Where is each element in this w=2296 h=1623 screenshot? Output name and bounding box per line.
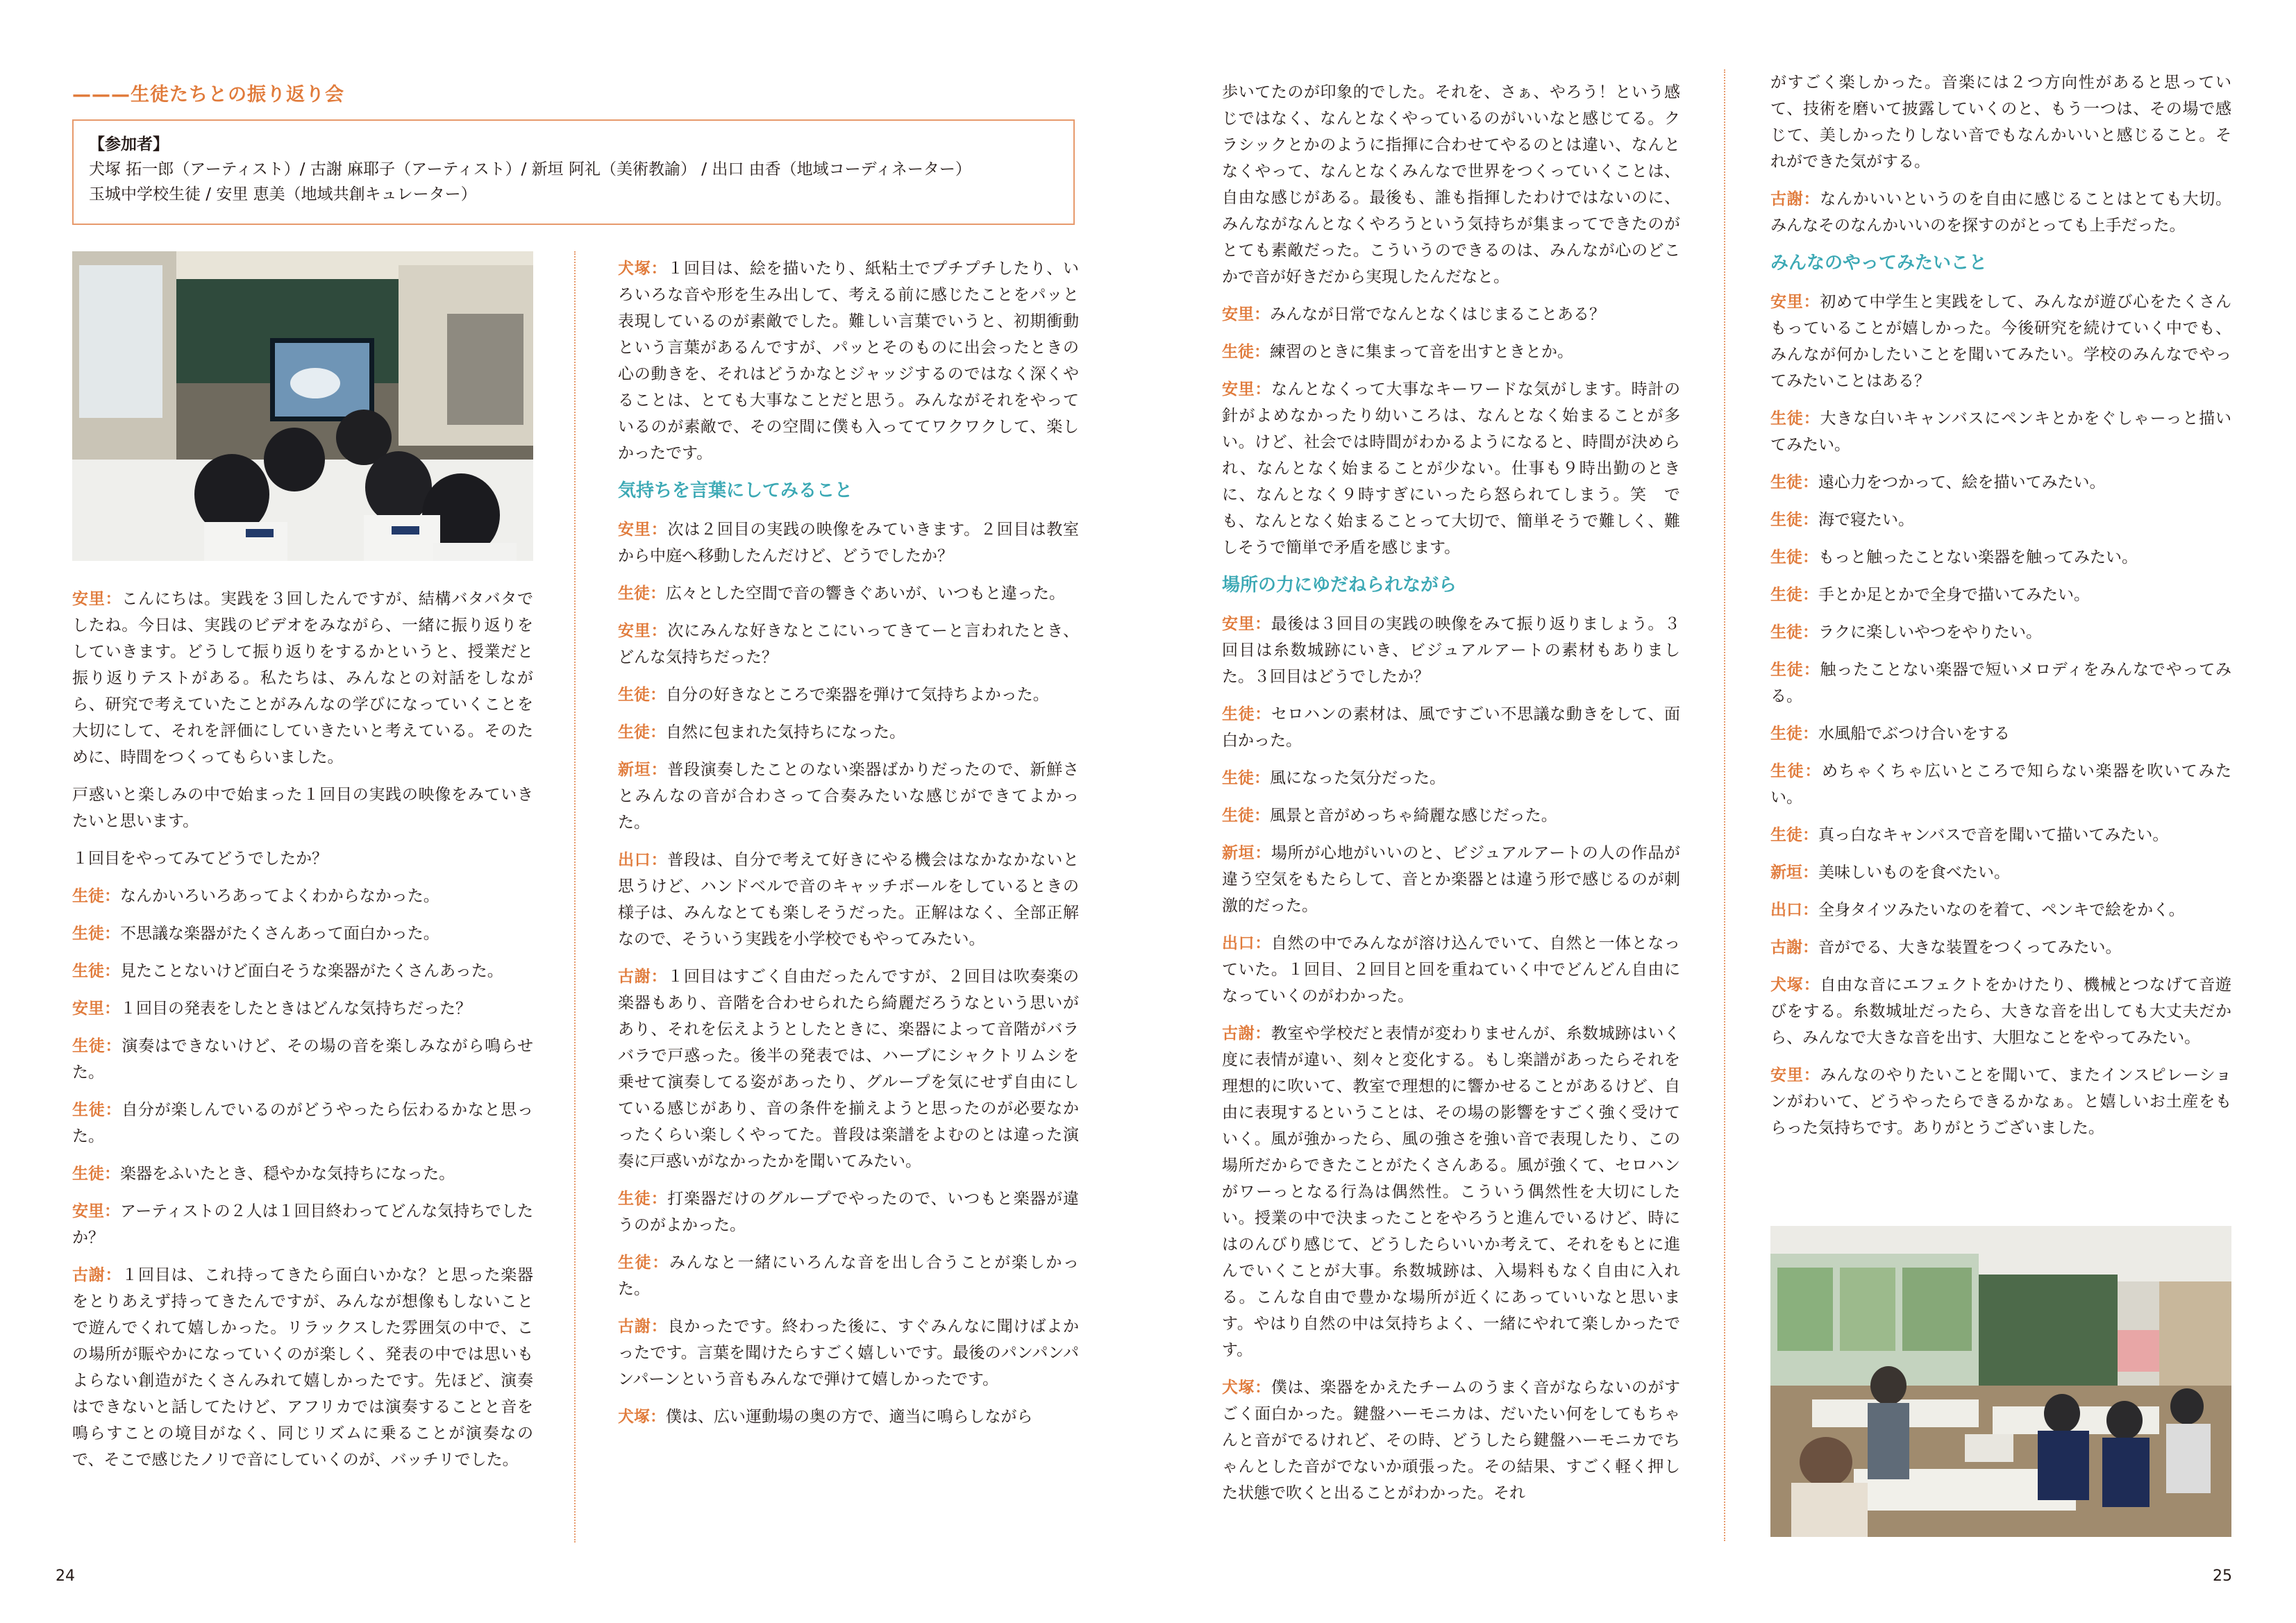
dialogue-text: がすごく楽しかった。音楽には２つ方向性があると思っていて、技術を磨いて披露していくのと、もう一つは、その場で感じて、美しかったりしない音でもなんかいいと感じること。それができた気がする。 [1770, 74, 2231, 171]
dialogue-text: １回目の発表をしたときはどんな気持ちだった？ [120, 1000, 471, 1018]
speaker-label: 出口： [618, 851, 668, 869]
dialogue-line [618, 1250, 1079, 1302]
dialogue-line [1770, 186, 2231, 239]
subheading: 気持ちを言葉にしてみること [618, 480, 853, 501]
dialogue-text: 真っ白なキャンバスで音を聞いて描いてみたい。 [1818, 826, 2169, 844]
speaker-label: 生徒： [1770, 586, 1818, 604]
speaker-label: 生徒： [72, 1037, 122, 1055]
speaker-label: 生徒： [618, 723, 666, 741]
dialogue-text: 教室や学校だと表情が変わりませんが、糸数城跡はいく度に表情が違い、刻々と変化する。もし楽譜があったらそれを理想的に吹いて、教室で理想的に響かせることがあるけど、自由に表現するということは、その場の影響をすごく強く受けていく。風が強かったら、風の強さを強い音で表現したり、この場所だからできたことがたくさんある。風が強くて、セロハンがワーっとなる行為は偶然性。こういう偶然性を大切にしたい。授業の中で決まったことをやろうと進んでいるけど、時にはのんびり感じて、どうしたらいいか考えて、それをもとに進んでいくことが大事。糸数城跡は、入場料もなく自由に入れる。こんな自由で豊かな場所が近くにあっていいなと思います。やはり自然の中は気持ちよく、一緒にやれて楽しかったです。 [1222, 1025, 1681, 1359]
speaker-label: 安里： [72, 1000, 120, 1018]
dialogue-text: １回目はすごく自由だったんですが、２回目は吹奏楽の楽器もあり、音階を合わせられたら綺麗だろうなという思いがあり、それを伝えようとしたときに、楽器によって音階がバラバラで戸惑った。後半の発表では、ハーブにシャクトリムシを乗せて演奏してる姿があったり、グループを気にせず自由にしている感じがあり、音の条件を揃えようと思ったのが必要なかったくらい楽しくやってた。普段は楽譜をよむのとは違った演奏に戸惑いがなかったかを聞いてみたい。 [618, 968, 1080, 1170]
speaker-label: 生徒： [1770, 661, 1820, 679]
dialogue-line [1770, 507, 2231, 533]
dialogue-line [1222, 1020, 1680, 1363]
dialogue-line [1222, 339, 1680, 365]
dialogue-text: 普段は、自分で考えて好きにやる機会はなかなかないと思うけど、ハンドベルで音のキャッチボールをしているときの様子は、みんなとても楽しそうだった。正解はなく、全部正解なので、そういう実践を小学校でもやってみたい。 [618, 851, 1080, 948]
speaker-label: 安里： [72, 1202, 120, 1220]
speaker-label: 新垣： [1770, 864, 1818, 882]
speaker-label: 古謝： [618, 1318, 668, 1336]
dialogue-text: 触ったことない楽器で短いメロディをみんなでやってみる。 [1770, 661, 2232, 705]
dialogue-text: 全身タイツみたいなのを着て、ペンキで絵をかく。 [1818, 901, 2185, 919]
dialogue-text: なんかいいというのを自由に感じることはとても大切。みんなそのなんかいいのを探すのがとっても上手だった。 [1770, 190, 2232, 235]
dialogue-text: 自然に包まれた気持ちになった。 [666, 723, 905, 741]
dialogue-text: 楽器をふいたとき、穏やかな気持ちになった。 [120, 1165, 455, 1183]
dialogue-text: 音がでる、大きな装置をつくってみたい。 [1818, 939, 2122, 957]
speaker-label: 犬塚： [618, 260, 668, 278]
page-number-right: 25 [2213, 1567, 2232, 1585]
dialogue-line [618, 757, 1079, 836]
dialogue-line [72, 995, 533, 1022]
dialogue-line [72, 920, 533, 947]
speaker-label: 生徒： [1770, 548, 1818, 566]
classroom-group-photo [1770, 1226, 2231, 1537]
speaker-label: 新垣： [1222, 844, 1272, 862]
dialogue-text: 風景と音がめっちゃ綺麗な感じだった。 [1270, 807, 1557, 825]
speaker-label: 安里： [618, 622, 668, 640]
dialogue-line [1770, 721, 2231, 747]
dialogue-line [1222, 840, 1680, 919]
dialogue-line [72, 846, 533, 872]
right-page [1148, 0, 2295, 1623]
dialogue-line [618, 580, 1079, 607]
dialogue-text: 見たことないけど面白そうな楽器がたくさんあった。 [120, 962, 503, 980]
dialogue-text: 自分の好きなところで楽器を弾けて気持ちよかった。 [666, 686, 1049, 704]
classroom-video-photo [72, 251, 533, 561]
speaker-label: 古謝： [1222, 1025, 1271, 1043]
dialogue-line [1222, 802, 1680, 829]
dialogue-line [1770, 469, 2231, 496]
dialogue-text: 場所が心地がいいのと、ビジュアルアートの人の作品が違う空気をもたらして、音とか楽器とは違う形で感じるのが刺激的だった。 [1222, 844, 1681, 915]
dialogue-text: こんにちは。実践を３回したんですが、結構バタバタでしたね。今日は、実践のビデオをみながら、一緒に振り返りをしていきます。どうして振り返りをするかというと、授業だと振り返りテストがある。私たちは、みんなとの対話をしながら、研究で考えていたことがみんなの学びになっていくことを大切にして、それを評価にしていきたいと考えている。そのために、時間をつくってもらいました。 [72, 590, 533, 766]
dialogue-line [1770, 582, 2231, 608]
dialogue-line [618, 847, 1079, 952]
dialogue-text: １回目は、これ持ってきたら面白いかな？と思った楽器をとりあえず持ってきたんですが、みんなが想像もしないことで遊んでくれて嬉しかった。リラックスした雰囲気の中で、この場所が賑やかになっていくのが楽しく、発表の中では思いもよらない創造がたくさんみれて嬉しかったです。先ほど、演奏はできないと話してたけど、アフリカでは演奏することと音を鳴らすことの境目がなく、同じリズムに乗ることが演奏なので、そこで感じたノリで音にしていくのが、バッチリでした。 [72, 1266, 534, 1469]
speaker-label: 生徒： [1770, 826, 1818, 844]
dialogue-text: 良かったです。終わった後に、すぐみんなに聞けばよかったです。言葉を聞けたらすごく嬉しいです。最後のパンパンパンパーンという音もみんなで弾けて嬉しかったです。 [618, 1318, 1079, 1388]
speaker-label: 生徒： [1770, 410, 1820, 428]
dialogue-text: 自分が楽しんでいるのがどうやったら伝わるかなと思った。 [72, 1101, 534, 1145]
speaker-label: 古謝： [618, 968, 668, 986]
dialogue-line [1770, 289, 2231, 394]
dialogue-line [72, 782, 533, 834]
dialogue-text: １回目をやってみてどうでしたか？ [72, 850, 328, 868]
dialogue-line [1770, 69, 2231, 175]
dialogue-line [1770, 934, 2231, 961]
speaker-label: 生徒： [618, 1190, 668, 1208]
dialogue-line [618, 682, 1079, 708]
column-divider-right [1724, 69, 1725, 1541]
dialogue-line [1222, 376, 1680, 561]
dialogue-text: 水風船でぶつけ合いをする [1818, 725, 2010, 743]
dialogue-line [72, 1161, 533, 1187]
dialogue-line [618, 618, 1079, 671]
dialogue-line [1222, 765, 1680, 791]
participants-line-2: 玉城中学校生徒 / 安里 恵美（地域共創キュレーター） [89, 185, 477, 203]
dialogue-text: 練習のときに集まって音を出すときとか。 [1270, 343, 1573, 361]
dialogue-line [1222, 1374, 1680, 1506]
dialogue-text: 演奏はできないけど、その場の音を楽しみながら鳴らせた。 [72, 1037, 534, 1082]
dialogue-text: １回目は、絵を描いたり、紙粘土でプチプチしたり、いろいろな音や形を生み出して、考える前に感じたことをパッと表現しているのが素敵でした。難しい言葉でいうと、初期衝動という言葉があるんですが、パッとそのものに出会ったときの心の動きを、それはどうかなとジャッジするのではなく深くやることは、とても大事なことだと思う。みんながそれをやっているのが素敵で、その空間に僕も入っててワクワクして、楽しかったです。 [618, 260, 1080, 462]
dialogue-line [618, 1404, 1079, 1430]
dialogue-text: 初めて中学生と実践をして、みんなが遊び心をたくさんもっていることが嬉しかった。今後研究を続けていく中でも、みんなが何かしたいことを聞いてみたい。学校のみんなでやってみたいことはある？ [1770, 293, 2232, 390]
speaker-label: 生徒： [618, 686, 666, 704]
speaker-label: 古謝： [72, 1266, 122, 1284]
dialogue-line [1770, 619, 2231, 646]
dialogue-text: なんかいろいろあってよくわからなかった。 [120, 887, 439, 905]
dialogue-line [618, 719, 1079, 746]
dialogue-line [1770, 758, 2231, 811]
page-number-left: 24 [56, 1567, 75, 1585]
speaker-label: 生徒： [1770, 762, 1822, 780]
speaker-label: 生徒： [72, 962, 120, 980]
speaker-label: 生徒： [1770, 511, 1818, 529]
dialogue-text: 戸惑いと楽しみの中で始まった１回目の実践の映像をみていきたいと思います。 [72, 786, 533, 830]
dialogue-text: 大きな白いキャンバスにペンキとかをぐしゃーっと描いてみたい。 [1770, 410, 2231, 454]
dialogue-line [618, 1186, 1079, 1238]
speaker-label: 生徒： [1222, 807, 1270, 825]
speaker-label: 犬塚： [618, 1408, 666, 1426]
dialogue-text: 次にみんな好きなとこにいってきてーと言われたとき、どんな気持ちだった？ [618, 622, 1079, 666]
dialogue-line [618, 255, 1079, 466]
dialogue-line [72, 1262, 533, 1473]
dialogue-line [72, 883, 533, 909]
dialogue-line [72, 1198, 533, 1251]
dialogue-text: 風になった気分だった。 [1270, 769, 1446, 787]
speaker-label: 生徒： [1222, 705, 1271, 723]
dialogue-text: ラクに楽しいやつをやりたい。 [1818, 623, 2042, 641]
dialogue-text: 最後は３回目の実践の映像をみて振り返りましょう。３回目は糸数城跡にいき、ビジュアルアートの素材もありました。３回目はどうでしたか？ [1222, 615, 1681, 686]
dialogue-line [1222, 611, 1680, 690]
speaker-label: 生徒： [72, 1101, 122, 1119]
speaker-label: 安里： [1770, 1066, 1820, 1084]
dialogue-line [1770, 405, 2231, 458]
dialogue-line [72, 586, 533, 771]
speaker-label: 安里： [1222, 380, 1272, 398]
dialogue-text: 僕は、楽器をかえたチームのうまく音がならないのがすごく面白かった。鍵盤ハーモニカは、だいたい何をしてもちゃんと音がでるけれど、その時、どうしたら鍵盤ハーモニカでちゃんとした音がでないか頑張った。その結果、すごく軽く押した状態で吹くと出ることがわかった。それ [1222, 1379, 1681, 1502]
dialogue-line [618, 516, 1079, 569]
dialogue-text: 自然の中でみんなが溶け込んでいて、自然と一体となっていた。１回目、２回目と回を重ねていく中でどんどん自由になっていくのがわかった。 [1222, 934, 1680, 1005]
dialogue-text: もっと触ったことない楽器を触ってみたい。 [1818, 548, 2138, 566]
dialogue-text: みんなと一緒にいろんな音を出し合うことが楽しかった。 [618, 1254, 1080, 1298]
speaker-label: 新垣： [618, 761, 668, 779]
subheading: 場所の力にゆだねられながら [1222, 575, 1457, 596]
dialogue-line [618, 1313, 1079, 1393]
dialogue-text: 自由な音にエフェクトをかけたり、機械とつなげて音遊びをする。糸数城址だったら、大きな音を出しても大丈夫だから、みんなで大きな音を出す、大胆なことをやってみたい。 [1770, 976, 2232, 1047]
dialogue-line [1222, 930, 1680, 1009]
dialogue-text: 手とか足とかで全身で描いてみたい。 [1818, 586, 2090, 604]
speaker-label: 生徒： [72, 925, 120, 943]
dialogue-text: 美味しいものを食べたい。 [1818, 864, 2010, 882]
dialogue-text: みんなが日常でなんとなくはじまることある？ [1270, 305, 1605, 323]
column-2 [618, 255, 1079, 1441]
classroom-group-illustration [1770, 1226, 2231, 1537]
speaker-label: 安里： [1770, 293, 1820, 311]
dialogue-line [1770, 657, 2231, 709]
column-divider-left [574, 251, 576, 1542]
dialogue-text: 遠心力をつかって、絵を描いてみたい。 [1818, 473, 2106, 491]
speaker-label: 安里： [72, 590, 122, 608]
speaker-label: 生徒： [1770, 623, 1818, 641]
dialogue-text: 僕は、広い運動場の奥の方で、適当に鳴らしながら [666, 1408, 1033, 1426]
subheading: みんなのやってみたいこと [1770, 253, 1988, 274]
dialogue-text: なんとなくって大事なキーワードな気がします。時計の針がよめなかったり幼いころは、なんとなく始まることが多い。けど、社会では時間がわかるようになると、時間が決められ、なんとなく始まることが少ない。仕事も９時出勤のときに、なんとなく９時すぎにいったら怒られてしまう。笑 でも、なんとなく始まることって大切で、簡単そうで難しく、難しそうで簡単で矛盾を感じます。 [1222, 380, 1681, 557]
dialogue-line [1222, 79, 1680, 290]
speaker-label: 生徒： [72, 887, 120, 905]
speaker-label: 古謝： [1770, 939, 1818, 957]
section-title: ———生徒たちとの振り返り会 [72, 84, 344, 106]
dialogue-text: 普段演奏したことのない楽器ばかりだったので、新鮮さとみんなの音が合わさって合奏みたいな感じができてよかった。 [618, 761, 1080, 832]
speaker-label: 生徒： [1222, 769, 1270, 787]
dialogue-text: めちゃくちゃ広いところで知らない楽器を吹いてみたい。 [1770, 762, 2232, 807]
speaker-label: 古謝： [1770, 190, 1820, 208]
dialogue-text: 海で寝たい。 [1818, 511, 1914, 529]
dialogue-line [1222, 301, 1680, 328]
participants-line-1: 犬塚 拓一郎（アーティスト）/ 古謝 麻耶子（アーティスト）/ 新垣 阿礼（美術教諭） / 出口 由香（地域コーディネーター） [89, 160, 971, 178]
dialogue-line [1770, 897, 2231, 923]
speaker-label: 生徒： [1770, 473, 1818, 491]
dialogue-line [1770, 544, 2231, 571]
dialogue-text: 打楽器だけのグループでやったので、いつもと楽器が違うのがよかった。 [618, 1190, 1080, 1234]
dialogue-text: 次は２回目の実践の映像をみていきます。２回目は教室から中庭へ移動したんだけど、どうでしたか？ [618, 521, 1080, 565]
dialogue-line [1222, 701, 1680, 754]
speaker-label: 生徒： [618, 585, 666, 603]
dialogue-text: みんなのやりたいことを聞いて、またインスピレーションがわいて、どうやったらできるかなぁ。と嬉しいお土産をもらった気持ちです。ありがとうございました。 [1770, 1066, 2231, 1137]
speaker-label: 安里： [1222, 615, 1271, 633]
speaker-label: 生徒： [618, 1254, 669, 1272]
speaker-label: 犬塚： [1770, 976, 1820, 994]
dialogue-text: 不思議な楽器がたくさんあって面白かった。 [120, 925, 439, 943]
participants-heading: 【参加者】 [89, 135, 169, 153]
dialogue-line [72, 1033, 533, 1086]
speaker-label: 生徒： [72, 1165, 120, 1183]
dialogue-text: 歩いてたのが印象的でした。それを、さぁ、やろう！という感じではなく、なんとなくやっているのがいいなと感じてる。クラシックとかのように指揮に合わせてやるのとは違い、なんとなくやって、なんとなくみんなで世界をつくっていくことは、自由な感じがある。最後も、誰も指揮したわけではないのに、みんながなんとなくやろうという気持ちが集まってできたのがとても素敵だった。こういうのできるのは、みんなが心のどこかで音が好きだから実現したんだなと。 [1222, 83, 1680, 286]
speaker-label: 生徒： [1222, 343, 1270, 361]
dialogue-line [1770, 859, 2231, 886]
speaker-label: 出口： [1222, 934, 1271, 952]
column-1 [72, 586, 533, 1484]
dialogue-line [1770, 822, 2231, 848]
dialogue-line [618, 964, 1079, 1175]
speaker-label: 生徒： [1770, 725, 1818, 743]
dialogue-line [1770, 1062, 2231, 1141]
classroom-video-illustration [72, 251, 533, 561]
dialogue-line [72, 958, 533, 984]
speaker-label: 犬塚： [1222, 1379, 1271, 1397]
speaker-label: 出口： [1770, 901, 1818, 919]
column-4 [1770, 69, 2231, 1152]
speaker-label: 安里： [618, 521, 668, 539]
dialogue-line [1770, 972, 2231, 1051]
dialogue-text: セロハンの素材は、風ですごい不思議な動きをして、面白かった。 [1222, 705, 1680, 750]
speaker-label: 安里： [1222, 305, 1270, 323]
participants-box [72, 119, 1075, 225]
column-3 [1222, 79, 1680, 1517]
dialogue-line [72, 1097, 533, 1150]
dialogue-text: アーティストの２人は１回目終わってどんな気持ちでしたか？ [72, 1202, 534, 1247]
dialogue-text: 広々とした空間で音の響きぐあいが、いつもと違った。 [666, 585, 1065, 603]
